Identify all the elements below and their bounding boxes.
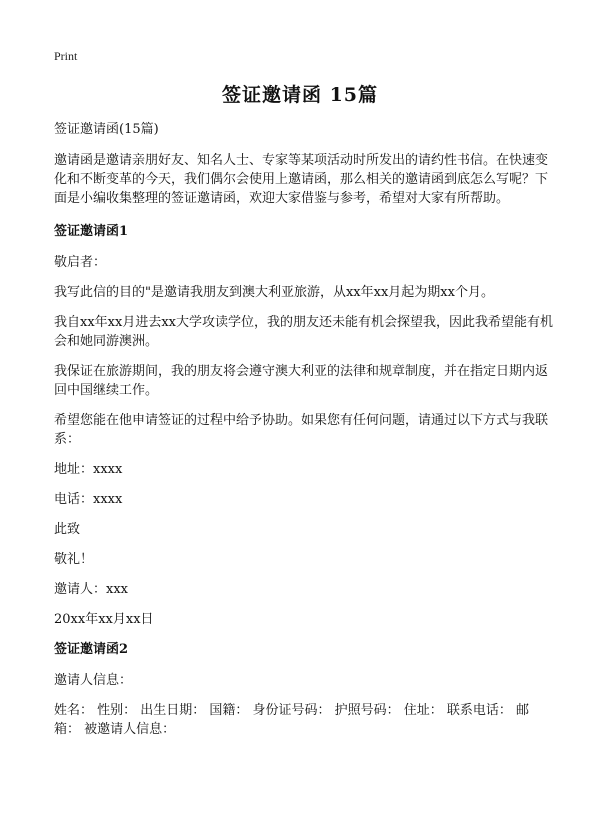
- inviter-info-fields: 姓名： 性别： 出生日期： 国籍： 身份证号码： 护照号码： 住址： 联系电话： 邮箱： 被邀请人信息：: [54, 703, 530, 737]
- closing-line-2: 敬礼！: [54, 552, 94, 567]
- section-heading-1: 签证邀请函1: [54, 224, 129, 239]
- letter-paragraph-1: 我写此信的目的"是邀请我朋友到澳大利亚旅游，从xx年xx月起为期xx个月。: [54, 285, 494, 300]
- inviter-signature: 邀请人：xxx: [54, 582, 128, 597]
- inviter-info-label: 邀请人信息：: [54, 673, 133, 688]
- page-title: 签证邀请函 15篇: [221, 84, 379, 106]
- contact-address: 地址：xxxx: [54, 462, 123, 477]
- article-subtitle: 签证邀请函(15篇): [54, 122, 159, 137]
- letter-date: 20xx年xx月xx日: [54, 612, 154, 627]
- letter-paragraph-4: 希望您能在他申请签证的过程中给予协助。如果您有任何问题，请通过以下方式与我联系：: [54, 413, 549, 447]
- article-body: [54, 120, 554, 750]
- letter-paragraph-3: 我保证在旅游期间，我的朋友将会遵守澳大利亚的法律和规章制度，并在指定日期内返回中国继续工作。: [54, 364, 549, 398]
- section-heading-2: 签证邀请函2: [54, 642, 129, 657]
- print-link[interactable]: Print: [54, 49, 78, 63]
- intro-paragraph: 邀请函是邀请亲朋好友、知名人士、专家等某项活动时所发出的请约性书信。在快速变化和不断变革的今天，我们偶尔会使用上邀请函，那么相关的邀请函到底怎么写呢？下面是小编收集整理的签证邀请函，欢迎大家借鉴与参考，希望对大家有所帮助。: [54, 153, 549, 206]
- letter-paragraph-2: 我自xx年xx月进去xx大学攻读学位，我的朋友还未能有机会探望我，因此我希望能有机会和她同游澳洲。: [54, 315, 553, 349]
- contact-phone: 电话：xxxx: [54, 492, 123, 507]
- closing-line-1: 此致: [54, 522, 81, 537]
- greeting: 敬启者：: [54, 255, 107, 270]
